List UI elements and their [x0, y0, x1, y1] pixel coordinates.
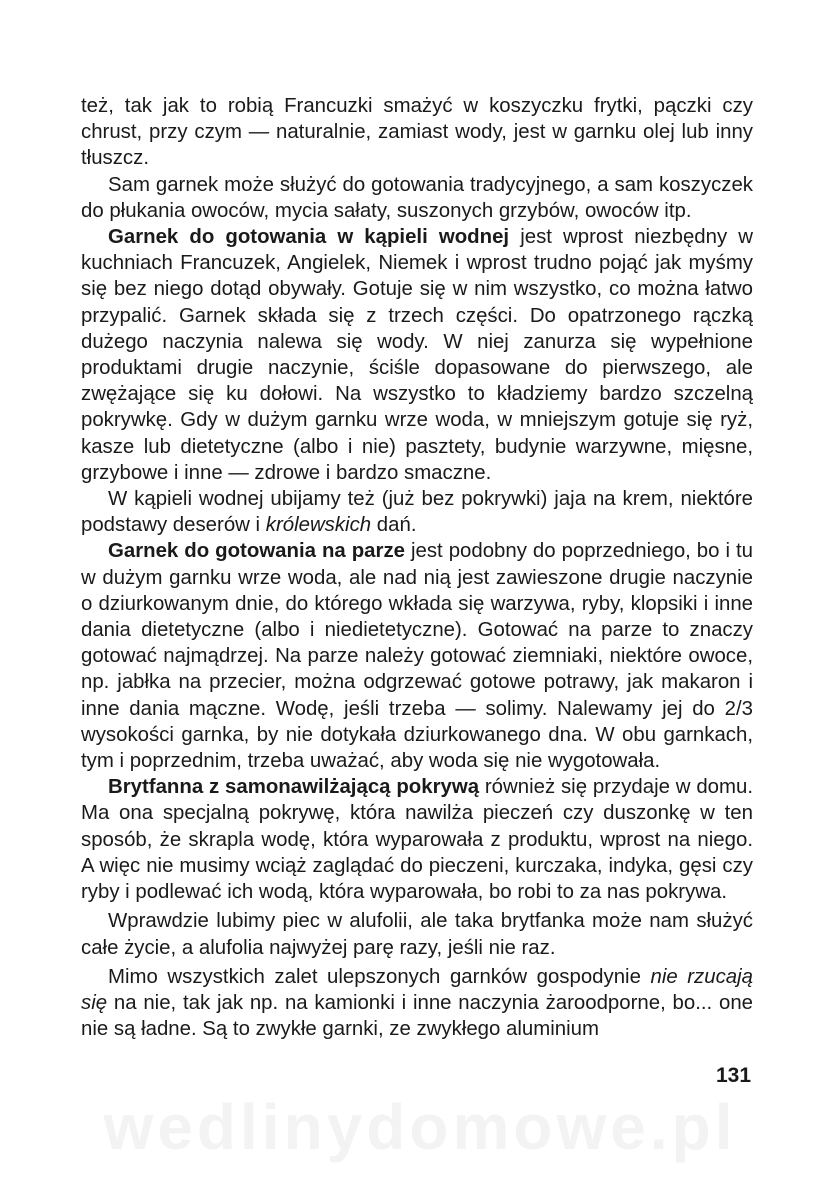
watermark: wedlinydomowe.pl — [103, 1091, 737, 1163]
paragraph-2: Sam garnek może służyć do gotowania tradycyjnego, a sam koszyczek do płukania owoców, mycia sałaty, suszonych grzybów, owoców itp. — [81, 173, 753, 222]
paragraph-5: Garnek do gotowania na parze jest podobny do poprzedniego, bo i tu w dużym garnku wrze woda, ale nad nią jest zawieszone drugie naczynie o dziurkowanym dnie, do którego wkłada się warzywa, ryby, klopsiki i inne dania dietetyczne (albo i niedietetyczne). Gotować na parze to znaczy gotować najmądrzej. Na parze należy gotować ziemniaki, niektóre owoce, np. jabłka na przecier, można odgrzewać gotowe potrawy, jak makaron i inne dania mączne. Wodę, jeśli trzeba — solimy. Nalewamy jej do 2/3 wysokości garnka, by nie dotykała dziurkowanego dna. W obu garnkach, tym i poprzednim, trzeba uważać, aby woda się nie wygotowała. — [81, 540, 753, 773]
body-text — [81, 93, 753, 1042]
term-heading: Garnek do gotowania na parze — [108, 540, 405, 563]
paragraph-1: też, tak jak to robią Francuzki smażyć w koszyczku frytki, pączki czy chrust, przy czym — naturalnie, zamiast wody, jest w garnku olej lub inny tłuszcz. — [81, 95, 753, 170]
paragraph-4: W kąpieli wodnej ubijamy też (już bez pokrywki) jaja na krem, niektóre podstawy deserów i królewskich dań. — [81, 488, 753, 537]
paragraph-6: Brytfanna z samonawilżającą pokrywą również się przydaje w domu. Ma ona specjalną pokrywę, która nawilża pieczeń czy duszonkę w ten sposób, że skrapla wodę, która wyparowała z produktu, wprost na niego. A więc nie musimy wciąż zaglądać do pieczeni, kurczaka, indyka, gęsi czy ryby i podlewać ich wodą, która wyparowała, bo robi to za nas pokrywa. — [81, 776, 753, 904]
page-number: 131 — [716, 1064, 752, 1087]
emphasis: królewskich — [265, 514, 372, 537]
term-heading: Garnek do gotowania w kąpieli wodnej — [108, 226, 510, 249]
paragraph-3: Garnek do gotowania w kąpieli wodnej jest wprost niezbędny w kuchniach Francuzek, Angielek, Niemek i wprost trudno pojąć jak myśmy się bez niego dotąd obywały. Gotuje się w nim wszystko, co można łatwo przypalić. Garnek składa się z trzech części. Do opatrzonego rączką dużego naczynia nalewa się wody. W niej zanurza się wypełnione produktami drugie naczynie, ściśle dopasowane do pierwszego, ale zwężające się ku dołowi. Na wszystko to kładziemy bardzo szczelną pokrywkę. Gdy w dużym garnku wrze woda, w mniejszym gotuje się ryż, kasze lub dietetyczne (albo i nie) pasztety, budynie warzywne, mięsne, grzybowe i inne — zdrowe i bardzo smaczne. — [81, 226, 753, 484]
emphasis: nie rzucają się — [81, 965, 753, 1014]
paragraph-7: Wprawdzie lubimy piec w alufolii, ale taka brytfanka może nam służyć całe życie, a alufolia najwyżej parę razy, jeśli nie raz. — [81, 910, 753, 959]
paragraph-8: Mimo wszystkich zalet ulepszonych garnków gospodynie nie rzucają się na nie, tak jak np. na kamionki i inne naczynia żaroodporne, bo... one nie są ładne. Są to zwykłe garnki, ze zwykłego aluminium — [81, 965, 753, 1041]
term-heading: Brytfanna z samonawilżającą pokrywą — [108, 776, 480, 799]
